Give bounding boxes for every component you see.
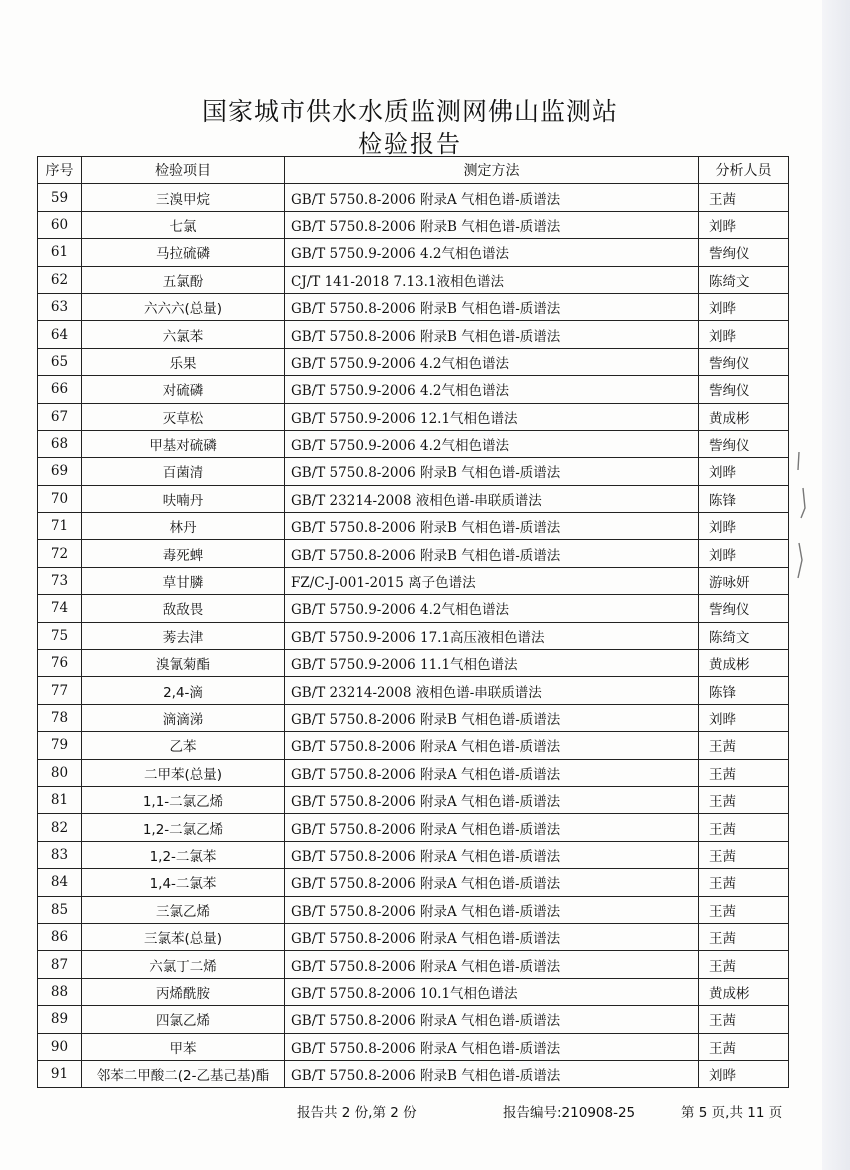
test-item: 对硫磷 — [82, 376, 285, 403]
test-method: CJ/T 141-2018 7.13.1液相色谱法 — [285, 266, 699, 293]
row-number: 77 — [38, 677, 82, 704]
analyst: 黄成彬 — [699, 650, 789, 677]
report-title: 检验报告 — [358, 130, 462, 158]
analyst: 黄成彬 — [699, 978, 789, 1005]
analyst: 訾绚仪 — [699, 430, 789, 457]
test-method: GB/T 5750.8-2006 附录A 气相色谱-质谱法 — [285, 184, 699, 211]
test-method: GB/T 5750.8-2006 附录B 气相色谱-质谱法 — [285, 704, 699, 731]
table-row — [38, 1060, 789, 1087]
analyst: 刘晔 — [699, 321, 789, 348]
table-row — [38, 896, 789, 923]
test-item: 四氯乙烯 — [82, 1006, 285, 1033]
analyst: 訾绚仪 — [699, 348, 789, 375]
row-number: 60 — [38, 211, 82, 238]
row-number: 79 — [38, 732, 82, 759]
report-number: 报告编号:210908-25 — [503, 1105, 636, 1121]
table-row — [38, 403, 789, 430]
row-number: 81 — [38, 786, 82, 813]
table-row — [38, 184, 789, 211]
row-number: 73 — [38, 567, 82, 594]
analyst: 陈锋 — [699, 485, 789, 512]
table-row — [38, 430, 789, 457]
row-number: 70 — [38, 485, 82, 512]
test-method: GB/T 5750.8-2006 10.1气相色谱法 — [285, 978, 699, 1005]
copies-info: 报告共 2 份,第 2 份 — [297, 1105, 417, 1121]
test-item: 1,2-二氯苯 — [82, 841, 285, 868]
test-item: 三氯苯(总量) — [82, 923, 285, 950]
test-method: GB/T 5750.9-2006 11.1气相色谱法 — [285, 650, 699, 677]
test-method: GB/T 23214-2008 液相色谱-串联质谱法 — [285, 485, 699, 512]
analyst: 王茜 — [699, 896, 789, 923]
test-item: 林丹 — [82, 513, 285, 540]
margin-mark-icon — [793, 448, 815, 588]
table-body — [38, 184, 789, 1088]
scan-edge — [822, 0, 850, 1170]
table-row — [38, 376, 789, 403]
row-number: 74 — [38, 595, 82, 622]
analyst: 刘晔 — [699, 293, 789, 320]
test-item: 乙苯 — [82, 732, 285, 759]
column-header-item: 检验项目 — [82, 157, 285, 184]
test-method: GB/T 5750.8-2006 附录B 气相色谱-质谱法 — [285, 293, 699, 320]
table-row — [38, 540, 789, 567]
table-row — [38, 513, 789, 540]
test-method: GB/T 5750.8-2006 附录A 气相色谱-质谱法 — [285, 1033, 699, 1060]
table-row — [38, 321, 789, 348]
test-method: GB/T 5750.8-2006 附录A 气相色谱-质谱法 — [285, 841, 699, 868]
test-method: FZ/C-J-001-2015 离子色谱法 — [285, 567, 699, 594]
test-method: GB/T 5750.8-2006 附录B 气相色谱-质谱法 — [285, 513, 699, 540]
row-number: 63 — [38, 293, 82, 320]
table-row — [38, 650, 789, 677]
test-method: GB/T 5750.8-2006 附录A 气相色谱-质谱法 — [285, 923, 699, 950]
test-items-table — [37, 156, 789, 1088]
table-row — [38, 595, 789, 622]
analyst: 王茜 — [699, 869, 789, 896]
table-row — [38, 622, 789, 649]
test-item: 草甘膦 — [82, 567, 285, 594]
analyst: 刘晔 — [699, 211, 789, 238]
test-method: GB/T 5750.8-2006 附录A 气相色谱-质谱法 — [285, 1006, 699, 1033]
table-row — [38, 841, 789, 868]
row-number: 78 — [38, 704, 82, 731]
test-method: GB/T 5750.9-2006 4.2气相色谱法 — [285, 430, 699, 457]
row-number: 59 — [38, 184, 82, 211]
test-method: GB/T 5750.9-2006 12.1气相色谱法 — [285, 403, 699, 430]
analyst: 王茜 — [699, 759, 789, 786]
test-item: 六氯丁二烯 — [82, 951, 285, 978]
test-method: GB/T 5750.8-2006 附录B 气相色谱-质谱法 — [285, 321, 699, 348]
table-row — [38, 458, 789, 485]
test-item: 百菌清 — [82, 458, 285, 485]
test-item: 2,4-滴 — [82, 677, 285, 704]
table-row — [38, 759, 789, 786]
table-row — [38, 1006, 789, 1033]
test-method: GB/T 5750.8-2006 附录A 气相色谱-质谱法 — [285, 786, 699, 813]
test-method: GB/T 5750.8-2006 附录B 气相色谱-质谱法 — [285, 458, 699, 485]
analyst: 王茜 — [699, 184, 789, 211]
table-row — [38, 814, 789, 841]
analyst: 刘晔 — [699, 513, 789, 540]
analyst: 王茜 — [699, 732, 789, 759]
table-row — [38, 293, 789, 320]
row-number: 82 — [38, 814, 82, 841]
analyst: 王茜 — [699, 1006, 789, 1033]
column-header-method: 测定方法 — [285, 157, 699, 184]
analyst: 王茜 — [699, 951, 789, 978]
analyst: 王茜 — [699, 786, 789, 813]
table-row — [38, 239, 789, 266]
test-method: GB/T 5750.9-2006 17.1高压液相色谱法 — [285, 622, 699, 649]
test-method: GB/T 5750.8-2006 附录A 气相色谱-质谱法 — [285, 732, 699, 759]
test-method: GB/T 5750.9-2006 4.2气相色谱法 — [285, 239, 699, 266]
test-item: 马拉硫磷 — [82, 239, 285, 266]
row-number: 89 — [38, 1006, 82, 1033]
test-item: 1,4-二氯苯 — [82, 869, 285, 896]
table-row — [38, 485, 789, 512]
test-item: 溴氰菊酯 — [82, 650, 285, 677]
analyst: 陈锋 — [699, 677, 789, 704]
test-item: 1,2-二氯乙烯 — [82, 814, 285, 841]
table-row — [38, 978, 789, 1005]
test-item: 六氯苯 — [82, 321, 285, 348]
test-item: 呋喃丹 — [82, 485, 285, 512]
analyst: 王茜 — [699, 841, 789, 868]
analyst: 刘晔 — [699, 458, 789, 485]
row-number: 61 — [38, 239, 82, 266]
test-item: 甲基对硫磷 — [82, 430, 285, 457]
analyst: 刘晔 — [699, 1060, 789, 1087]
test-method: GB/T 5750.8-2006 附录B 气相色谱-质谱法 — [285, 211, 699, 238]
analyst: 黄成彬 — [699, 403, 789, 430]
analyst: 王茜 — [699, 1033, 789, 1060]
table-row — [38, 348, 789, 375]
row-number: 83 — [38, 841, 82, 868]
analyst: 訾绚仪 — [699, 595, 789, 622]
table-row — [38, 951, 789, 978]
test-item: 灭草松 — [82, 403, 285, 430]
analyst: 王茜 — [699, 923, 789, 950]
analyst: 訾绚仪 — [699, 239, 789, 266]
test-method: GB/T 5750.8-2006 附录A 气相色谱-质谱法 — [285, 869, 699, 896]
test-item: 毒死蜱 — [82, 540, 285, 567]
test-method: GB/T 5750.9-2006 4.2气相色谱法 — [285, 376, 699, 403]
row-number: 67 — [38, 403, 82, 430]
test-item: 滴滴涕 — [82, 704, 285, 731]
page-info: 第 5 页,共 11 页 — [681, 1105, 783, 1121]
row-number: 66 — [38, 376, 82, 403]
row-number: 72 — [38, 540, 82, 567]
row-number: 68 — [38, 430, 82, 457]
test-item: 七氯 — [82, 211, 285, 238]
row-number: 87 — [38, 951, 82, 978]
row-number: 85 — [38, 896, 82, 923]
test-method: GB/T 5750.9-2006 4.2气相色谱法 — [285, 348, 699, 375]
table-row — [38, 677, 789, 704]
analyst: 刘晔 — [699, 704, 789, 731]
table-row — [38, 1033, 789, 1060]
test-item: 1,1-二氯乙烯 — [82, 786, 285, 813]
row-number: 76 — [38, 650, 82, 677]
test-method: GB/T 5750.8-2006 附录B 气相色谱-质谱法 — [285, 540, 699, 567]
row-number: 80 — [38, 759, 82, 786]
analyst: 陈绮文 — [699, 622, 789, 649]
org-title: 国家城市供水水质监测网佛山监测站 — [201, 97, 618, 126]
table-row — [38, 923, 789, 950]
test-item: 六六六(总量) — [82, 293, 285, 320]
table-row — [38, 869, 789, 896]
row-number: 91 — [38, 1060, 82, 1087]
test-item: 五氯酚 — [82, 266, 285, 293]
row-number: 88 — [38, 978, 82, 1005]
row-number: 65 — [38, 348, 82, 375]
test-item: 三溴甲烷 — [82, 184, 285, 211]
row-number: 86 — [38, 923, 82, 950]
table-row — [38, 786, 789, 813]
analyst: 刘晔 — [699, 540, 789, 567]
analyst: 王茜 — [699, 814, 789, 841]
row-number: 64 — [38, 321, 82, 348]
test-item: 丙烯酰胺 — [82, 978, 285, 1005]
analyst: 訾绚仪 — [699, 376, 789, 403]
row-number: 69 — [38, 458, 82, 485]
table-header-row — [38, 157, 789, 184]
row-number: 90 — [38, 1033, 82, 1060]
test-item: 甲苯 — [82, 1033, 285, 1060]
test-item: 二甲苯(总量) — [82, 759, 285, 786]
column-header-analyst: 分析人员 — [699, 157, 789, 184]
row-number: 75 — [38, 622, 82, 649]
table-row — [38, 704, 789, 731]
test-item: 敌敌畏 — [82, 595, 285, 622]
test-item: 莠去津 — [82, 622, 285, 649]
test-method: GB/T 5750.9-2006 4.2气相色谱法 — [285, 595, 699, 622]
test-item: 邻苯二甲酸二(2-乙基己基)酯 — [82, 1060, 285, 1087]
row-number: 71 — [38, 513, 82, 540]
test-method: GB/T 5750.8-2006 附录A 气相色谱-质谱法 — [285, 896, 699, 923]
test-method: GB/T 5750.8-2006 附录A 气相色谱-质谱法 — [285, 814, 699, 841]
row-number: 84 — [38, 869, 82, 896]
test-method: GB/T 5750.8-2006 附录A 气相色谱-质谱法 — [285, 951, 699, 978]
column-header-no: 序号 — [38, 157, 82, 184]
table-row — [38, 567, 789, 594]
analyst: 游咏妍 — [699, 567, 789, 594]
row-number: 62 — [38, 266, 82, 293]
test-method: GB/T 5750.8-2006 附录A 气相色谱-质谱法 — [285, 759, 699, 786]
test-item: 三氯乙烯 — [82, 896, 285, 923]
test-item: 乐果 — [82, 348, 285, 375]
test-method: GB/T 5750.8-2006 附录B 气相色谱-质谱法 — [285, 1060, 699, 1087]
table-row — [38, 266, 789, 293]
analyst: 陈绮文 — [699, 266, 789, 293]
table-row — [38, 211, 789, 238]
test-method: GB/T 23214-2008 液相色谱-串联质谱法 — [285, 677, 699, 704]
table-row — [38, 732, 789, 759]
